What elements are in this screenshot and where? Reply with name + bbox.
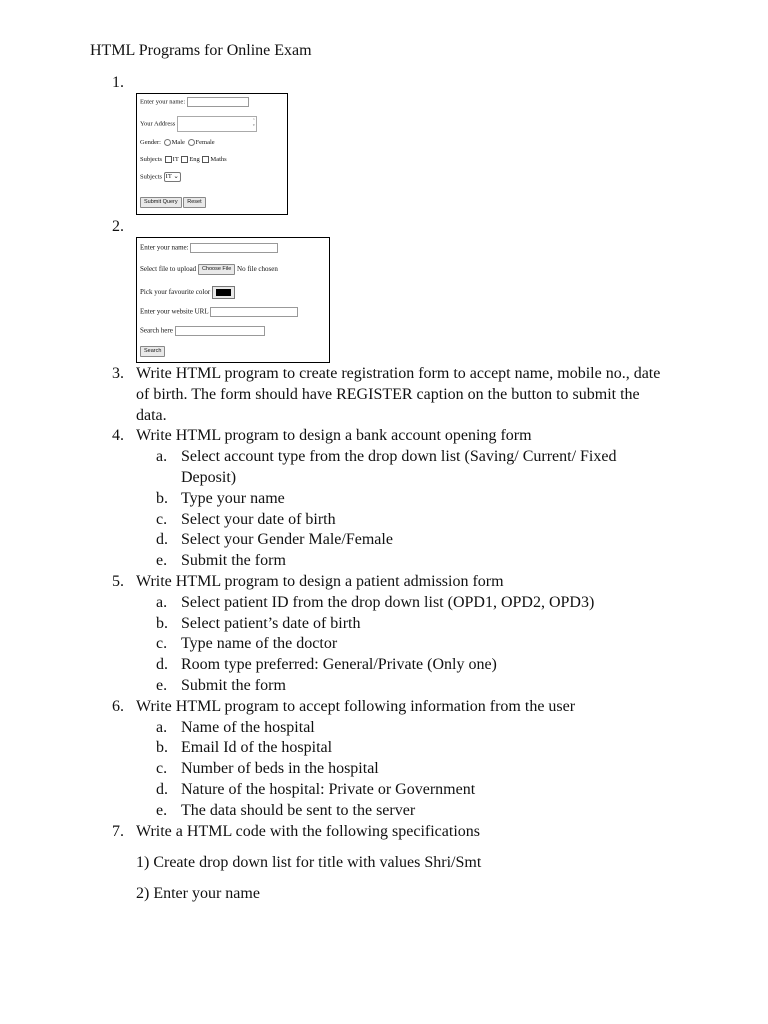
subjects-select-value: IT [165,173,172,180]
url-label: Enter your website URL [140,307,209,316]
q7-spec-1: 1) Create drop down list for title with values Shri/Smt [136,854,482,871]
item-3-marker: 3. [112,365,124,382]
question-4-text: Write HTML program to design a bank account opening form [136,427,532,444]
search-input-image [175,326,265,336]
file-status: No file chosen [237,265,278,274]
q4-e-text: Submit the form [181,552,286,569]
q6-d-marker: d. [156,781,168,798]
q4-b-text: Type your name [181,490,285,507]
name-label-2: Enter your name: [140,243,189,252]
question-3-line-2: of birth. The form should have REGISTER caption on the button to submit the [136,386,640,403]
q5-c-text: Type name of the doctor [181,635,338,652]
search-button-image: Search [140,346,165,357]
subject-it: IT [172,156,179,163]
item-1-marker: 1. [112,74,124,91]
q6-e-marker: e. [156,802,168,819]
q5-a-text: Select patient ID from the drop down list (OPD1, OPD2, OPD3) [181,594,595,611]
male-label: Male [171,139,185,146]
q4-d-marker: d. [156,531,168,548]
reset-button-image: Reset [183,197,205,208]
q5-b-marker: b. [156,615,168,632]
female-radio-image [188,139,195,146]
form-screenshot-2 [136,237,330,363]
item-4-marker: 4. [112,427,124,444]
q6-b-marker: b. [156,739,168,756]
question-3-line-1: Write HTML program to create registration form to accept name, mobile no., date [136,365,661,382]
address-textarea-image [177,116,257,132]
q5-c-marker: c. [156,635,168,652]
q5-e-marker: e. [156,677,168,694]
subjects-label: Subjects [140,156,163,163]
color-label: Pick your favourite color [140,288,211,297]
form-screenshot-1 [136,93,288,215]
maths-checkbox-image [202,156,209,163]
question-3-line-3: data. [136,407,167,424]
q6-c-text: Number of beds in the hospital [181,760,379,777]
submit-query-button-image: Submit Query [140,197,182,208]
gender-label: Gender: [140,139,161,146]
q6-a-marker: a. [156,719,168,736]
file-label: Select file to upload [140,265,197,274]
document-title: HTML Programs for Online Exam [90,42,312,59]
q6-a-text: Name of the hospital [181,719,315,736]
q4-a-line-1: Select account type from the drop down list (Saving/ Current/ Fixed [181,448,617,465]
q6-d-text: Nature of the hospital: Private or Government [181,781,476,798]
subject-eng: Eng [189,156,200,163]
choose-file-button-image: Choose File [198,264,235,275]
q5-d-marker: d. [156,656,168,673]
chevron-down-icon: ⌄ [173,173,179,180]
name-label: Enter your name: [140,98,186,106]
item-5-marker: 5. [112,573,124,590]
search-label: Search here [140,326,173,335]
q4-d-text: Select your Gender Male/Female [181,531,393,548]
q5-a-marker: a. [156,594,168,611]
q4-b-marker: b. [156,490,168,507]
name-input-image [187,97,249,107]
question-5-text: Write HTML program to design a patient admission form [136,573,504,590]
q4-c-marker: c. [156,511,168,528]
question-7-text: Write a HTML code with the following specifications [136,823,480,840]
item-7-marker: 7. [112,823,124,840]
q7-spec-2: 2) Enter your name [136,885,260,902]
it-checkbox-image [165,156,172,163]
female-label: Female [195,139,215,146]
q4-a-marker: a. [156,448,168,465]
q4-e-marker: e. [156,552,168,569]
q5-b-text: Select patient’s date of birth [181,615,361,632]
subject-maths: Maths [210,156,227,163]
q4-a-line-2: Deposit) [181,469,237,486]
item-2-marker: 2. [112,218,124,235]
q5-d-text: Room type preferred: General/Private (Only one) [181,656,497,673]
subjects-select-label: Subjects [140,173,163,181]
subjects-select-image [164,172,181,182]
address-label: Your Address [140,120,176,128]
question-6-text: Write HTML program to accept following information from the user [136,698,576,715]
name-input-image-2 [190,243,278,253]
q6-e-text: The data should be sent to the server [181,802,416,819]
item-6-marker: 6. [112,698,124,715]
q5-e-text: Submit the form [181,677,286,694]
q6-c-marker: c. [156,760,168,777]
url-input-image [210,307,298,317]
male-radio-image [164,139,171,146]
color-picker-image [212,286,235,299]
q6-b-text: Email Id of the hospital [181,739,333,756]
eng-checkbox-image [181,156,188,163]
q4-c-text: Select your date of birth [181,511,336,528]
